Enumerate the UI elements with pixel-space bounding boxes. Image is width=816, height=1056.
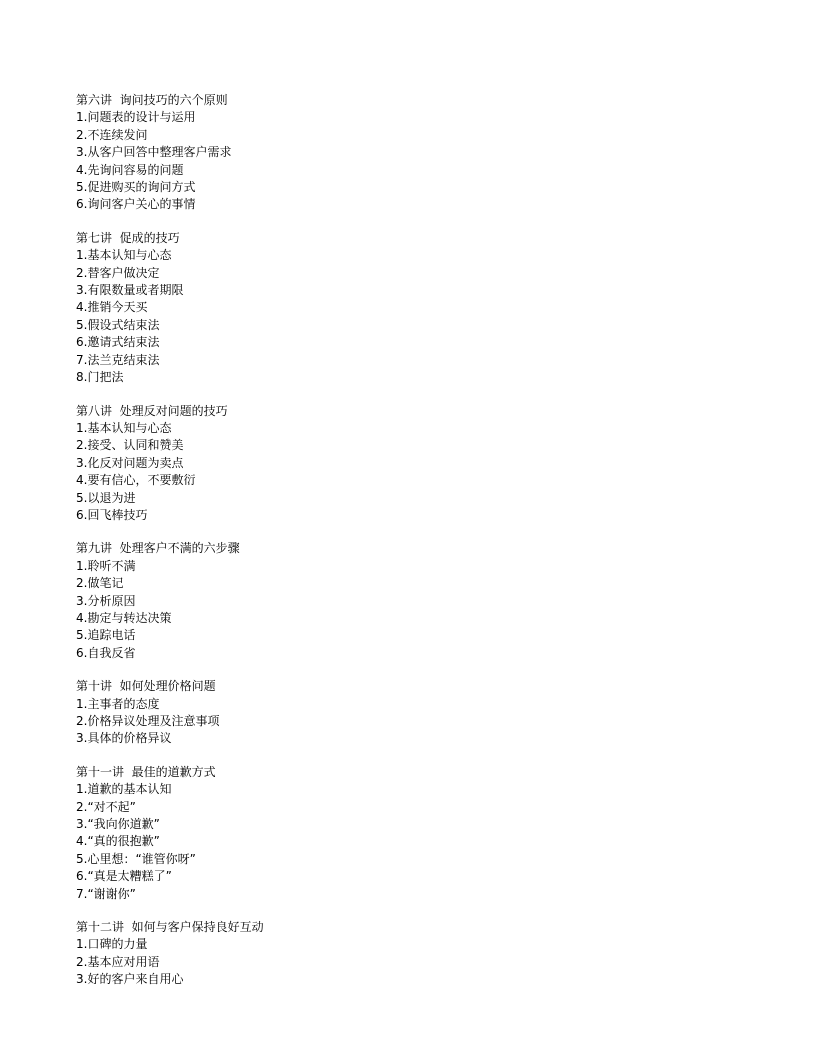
list-item: 4.要有信心，不要敷衍 <box>76 473 196 488</box>
list-item: 3.分析原因 <box>76 593 136 608</box>
section-lecture-8 <box>76 403 756 525</box>
item-list <box>76 781 756 903</box>
list-item: 2.基本应对用语 <box>76 954 160 969</box>
list-item: 4.推销今天买 <box>76 300 148 315</box>
list-item: 1.基本认知与心态 <box>76 420 172 435</box>
list-item: 1.口碑的力量 <box>76 937 148 952</box>
list-item: 2.“对不起” <box>76 799 136 814</box>
list-item: 3.从客户回答中整理客户需求 <box>76 145 232 160</box>
section-title: 第七讲 促成的技巧 <box>76 230 180 245</box>
section-lecture-10 <box>76 678 756 748</box>
section-lecture-9 <box>76 540 756 662</box>
list-item: 2.做笔记 <box>76 576 124 591</box>
list-item: 7.“谢谢你” <box>76 886 136 901</box>
item-list <box>76 936 756 988</box>
list-item: 5.假设式结束法 <box>76 317 160 332</box>
list-item: 6.自我反省 <box>76 645 136 660</box>
list-item: 3.有限数量或者期限 <box>76 283 184 298</box>
list-item: 4.先询问容易的问题 <box>76 162 184 177</box>
item-list <box>76 109 756 213</box>
section-title: 第八讲 处理反对问题的技巧 <box>76 403 228 418</box>
section-title: 第十一讲 最佳的道歉方式 <box>76 764 216 779</box>
section-title: 第十讲 如何处理价格问题 <box>76 679 216 694</box>
list-item: 2.价格异议处理及注意事项 <box>76 714 220 728</box>
list-item: 3.好的客户来自用心 <box>76 972 184 987</box>
list-item: 2.替客户做决定 <box>76 265 160 280</box>
list-item: 5.以退为进 <box>76 490 136 505</box>
section-title: 第十二讲 如何与客户保持良好互动 <box>76 920 264 935</box>
item-list <box>76 696 756 748</box>
section-lecture-7 <box>76 230 756 387</box>
section-lecture-12 <box>76 919 756 989</box>
list-item: 1.问题表的设计与运用 <box>76 110 196 125</box>
list-item: 5.追踪电话 <box>76 628 136 643</box>
item-list <box>76 558 756 662</box>
list-item: 8.门把法 <box>76 370 124 385</box>
section-lecture-11 <box>76 764 756 903</box>
list-item: 2.不连续发问 <box>76 127 148 142</box>
list-item: 5.促进购买的询问方式 <box>76 180 196 195</box>
list-item: 3.化反对问题为卖点 <box>76 455 184 470</box>
list-item: 6.邀请式结束法 <box>76 335 160 350</box>
item-list <box>76 420 756 524</box>
list-item: 1.基本认知与心态 <box>76 248 172 263</box>
list-item: 6.询问客户关心的事情 <box>76 197 196 212</box>
list-item: 5.心里想：“谁管你呀” <box>76 851 196 866</box>
list-item: 3.“我向你道歉” <box>76 817 160 832</box>
section-title: 第六讲 询问技巧的六个原则 <box>76 93 228 107</box>
section-lecture-6 <box>76 92 756 214</box>
list-item: 1.道歉的基本认知 <box>76 782 172 797</box>
list-item: 6.回飞棒技巧 <box>76 507 148 522</box>
list-item: 1.聆听不满 <box>76 558 136 573</box>
list-item: 4.勘定与转达决策 <box>76 610 172 625</box>
list-item: 3.具体的价格异议 <box>76 731 172 746</box>
item-list <box>76 247 756 386</box>
document-page <box>76 92 756 1005</box>
list-item: 6.“真是太糟糕了” <box>76 869 172 884</box>
list-item: 4.“真的很抱歉” <box>76 834 160 849</box>
list-item: 7.法兰克结束法 <box>76 352 160 367</box>
section-title: 第九讲 处理客户不满的六步骤 <box>76 541 240 556</box>
list-item: 1.主事者的态度 <box>76 696 160 711</box>
list-item: 2.接受、认同和赞美 <box>76 438 184 453</box>
